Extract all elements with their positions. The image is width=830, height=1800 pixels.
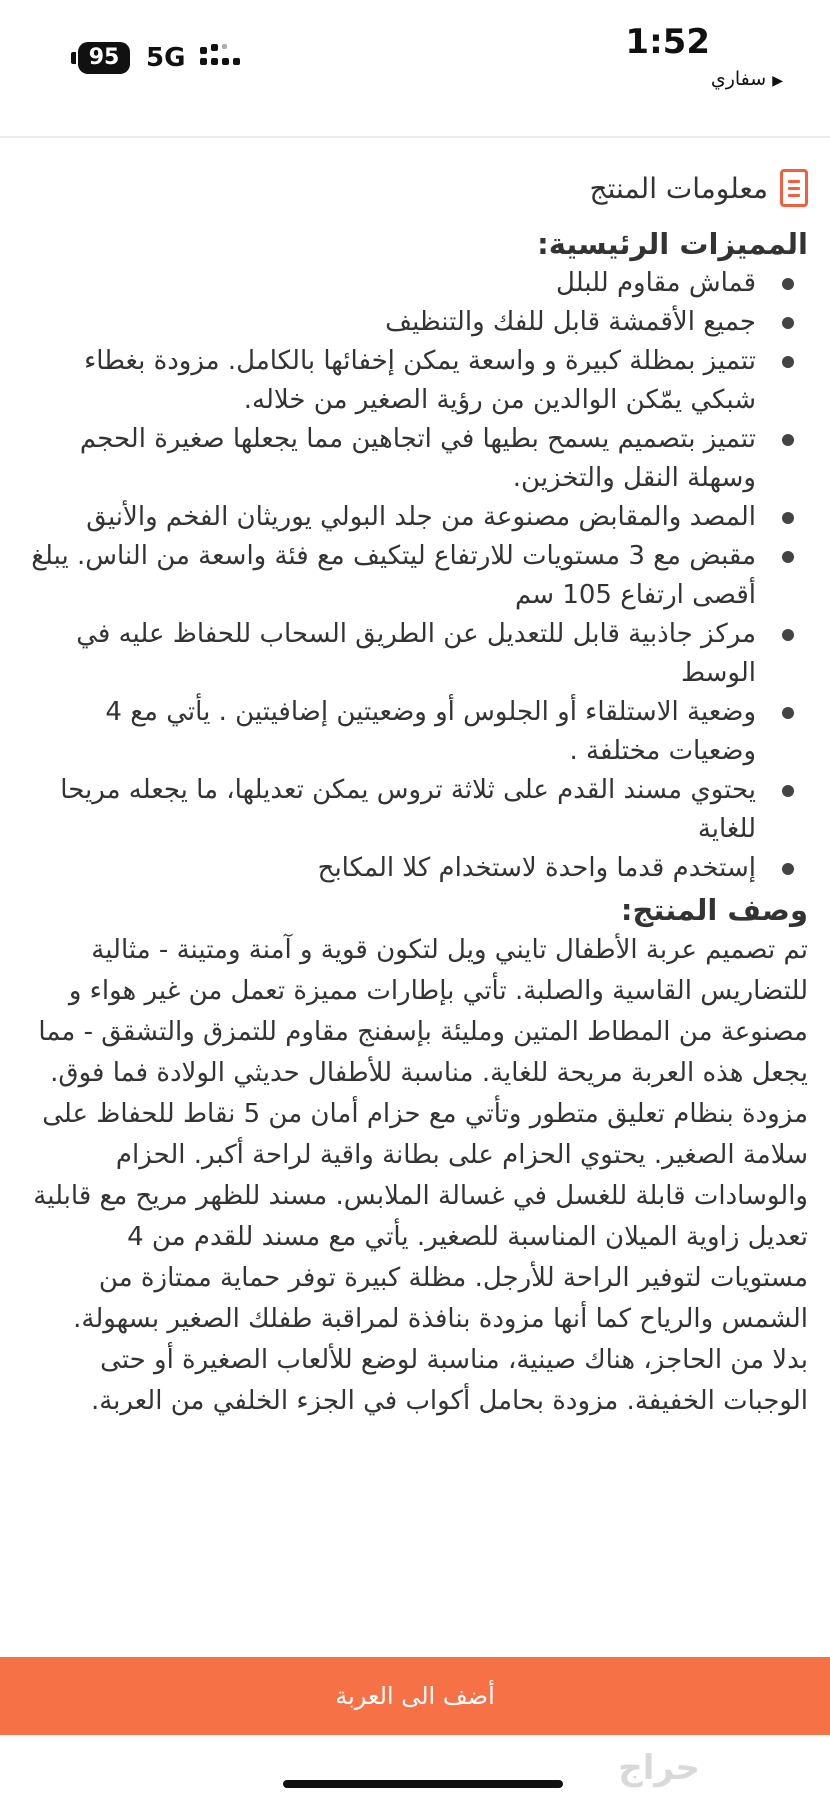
header-divider <box>0 136 830 138</box>
cellular-signal-icon <box>200 44 242 72</box>
add-to-cart-button[interactable]: أضف الى العربة <box>0 1657 830 1735</box>
back-app-label: سفاري <box>710 68 767 90</box>
home-indicator[interactable] <box>283 1780 563 1788</box>
feature-item: جميع الأقمشة قابل للفك والتنظيف <box>30 303 808 342</box>
document-list-icon <box>780 169 808 207</box>
section-title: معلومات المنتج <box>589 171 768 205</box>
feature-item: مركز جاذبية قابل للتعديل عن الطريق السحاب للحفاظ عليه في الوسط <box>30 615 808 693</box>
product-info-content <box>30 160 808 1422</box>
feature-item: يحتوي مسند القدم على ثلاثة تروس يمكن تعديلها، ما يجعله مريحا للغاية <box>30 771 808 849</box>
section-header <box>30 160 808 216</box>
description-heading: وصف المنتج: <box>620 893 808 927</box>
features-list <box>30 264 808 888</box>
description-text: تم تصميم عربة الأطفال تايني ويل لتكون قوية و آمنة ومتينة - مثالية للتضاريس القاسية والصلبة. تأتي بإطارات مميزة تعمل من غير هواء و مصنوعة من المطاط المتين ومليئة بإسفنج مقاوم للتمزق والتشقق - مما يجعل هذه العربة مريحة للغاية. مناسبة للأطفال حديثي الولادة فما فوق. مزودة بنظام تعليق متطور وتأتي مع حزام أمان من 5 نقاط للحفاظ على سلامة الصغير. يحتوي الحزام على بطانة واقية لراحة أكبر. الحزام والوسادات قابلة للغسل في غسالة الملابس. مسند للظهر مريح مع قابلية تعديل زاوية الميلان المناسبة للصغير. يأتي مع مسند للقدم من 4 مستويات لتوفير الراحة للأرجل. مظلة كبيرة توفر حماية ممتازة من الشمس والرياح كما أنها مزودة بنافذة لمراقبة طفلك الصغير بسهولة. بدلا من الحاجز، هناك صينية، مناسبة لوضع للألعاب الصغيرة أو حتى الوجبات الخفيفة. مزودة بحامل أكواب في الجزء الخلفي من العربة. <box>33 935 808 1416</box>
back-triangle-icon: ▶ <box>772 73 783 89</box>
back-to-app-link[interactable] <box>711 68 783 90</box>
feature-item: تتميز بتصميم يسمح بطيها في اتجاهين مما يجعلها صغيرة الحجم وسهلة النقل والتخزين. <box>30 420 808 498</box>
feature-item: إستخدم قدما واحدة لاستخدام كلا المكابح <box>30 849 808 888</box>
feature-item: تتميز بمظلة كبيرة و واسعة يمكن إخفائها بالكامل. مزودة بغطاء شبكي يمّكن الوالدين من رؤية الصغير من خلاله. <box>30 342 808 420</box>
network-type: 5G <box>146 43 186 73</box>
battery-nub <box>71 52 76 64</box>
feature-item: وضعية الاستلقاء أو الجلوس أو وضعيتين إضافيتين . يأتي مع 4 وضعيات مختلفة . <box>30 693 808 771</box>
battery-indicator: 95 <box>78 42 130 74</box>
haraj-watermark-logo: حراج <box>618 1748 700 1788</box>
status-bar <box>0 0 830 130</box>
feature-item: المصد والمقابض مصنوعة من جلد البولي يوريثان الفخم والأنيق <box>30 498 808 537</box>
feature-item: قماش مقاوم للبلل <box>30 264 808 303</box>
features-heading: المميزات الرئيسية: <box>537 227 808 261</box>
feature-item: مقبض مع 3 مستويات للارتفاع ليتكيف مع فئة واسعة من الناس. يبلغ أقصى ارتفاع 105 سم <box>30 537 808 615</box>
clock: 1:52 <box>625 22 710 62</box>
